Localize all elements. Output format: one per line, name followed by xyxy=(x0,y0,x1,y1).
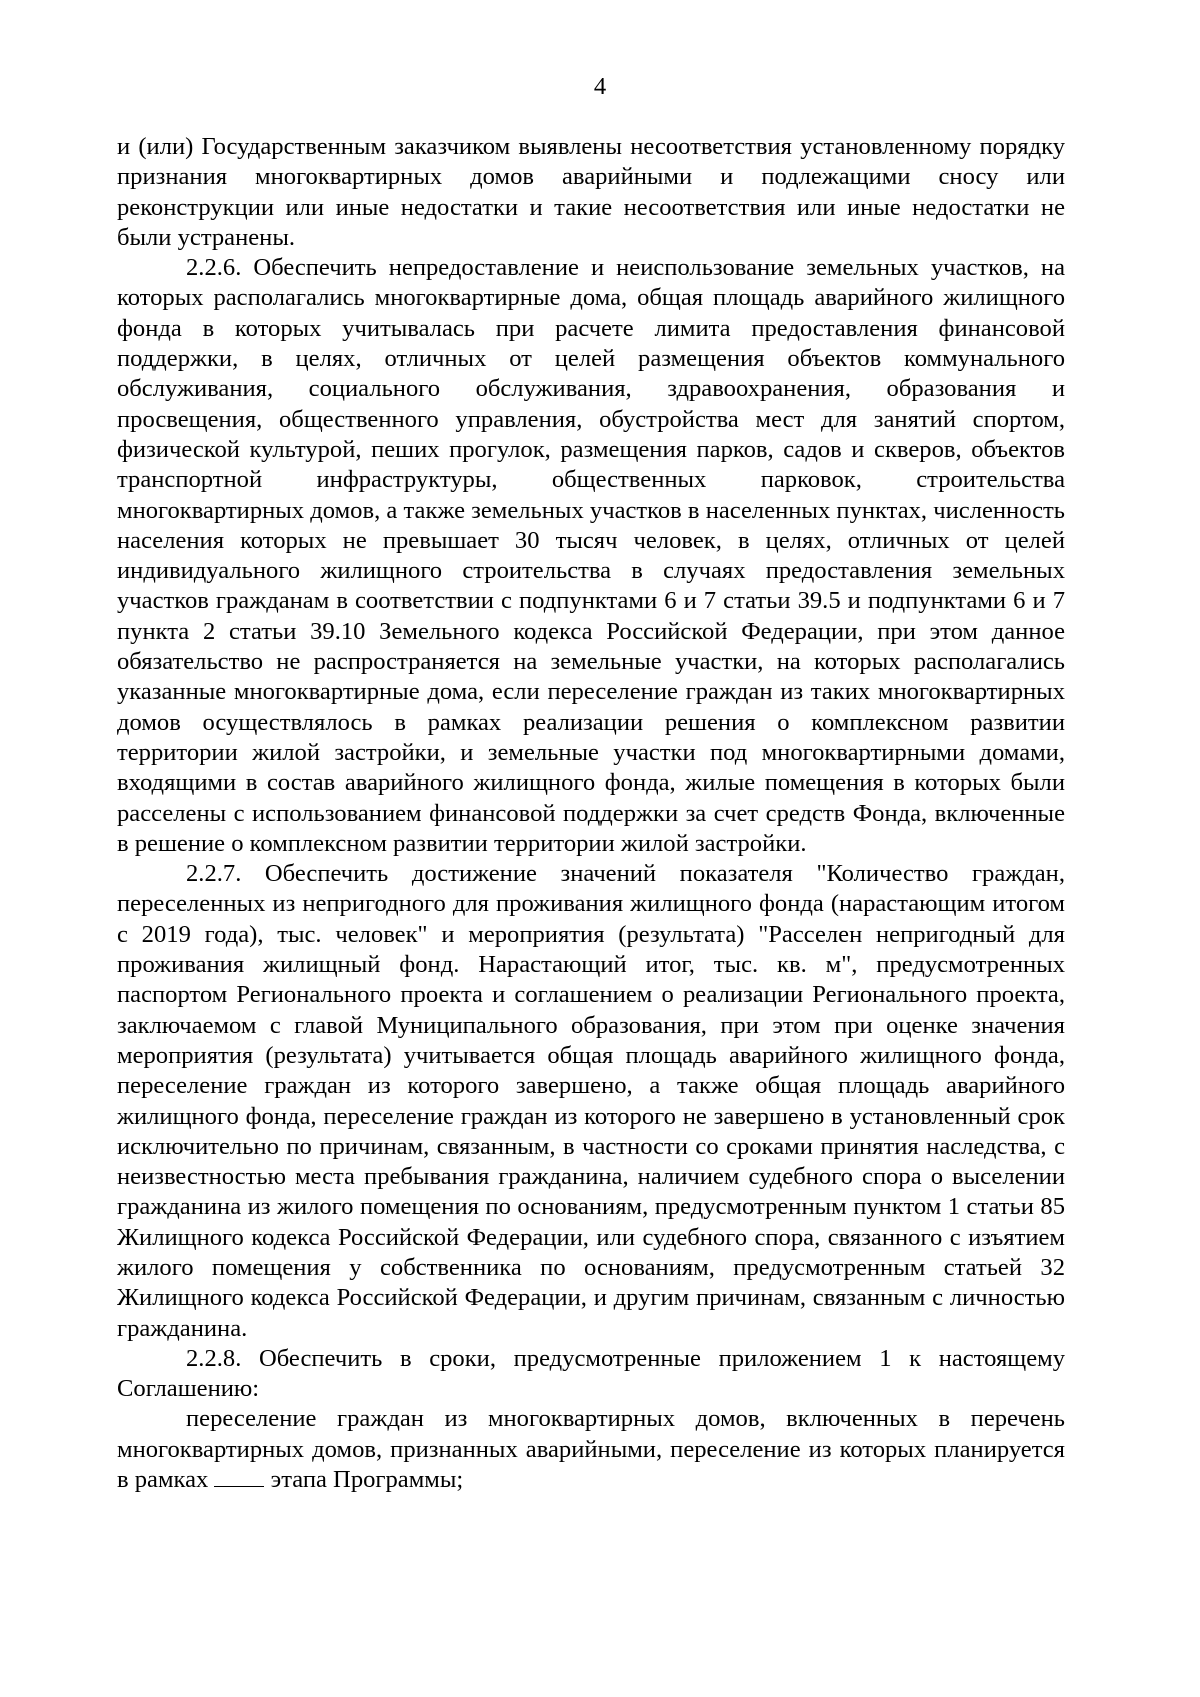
paragraph-resettlement-text: переселение граждан из многоквартирных домов, включенных в перечень многоквартирных домов, признанных аварийными, переселение из которых планируется в рамках xyxy=(117,1405,1065,1494)
paragraph-continuation: и (или) Государственным заказчиком выявлены несоответствия установленному порядку признания многоквартирных домов аварийными и подлежащими сносу или реконструкции или иные недостатки и такие несоответствия или иные недостатки не были устранены. xyxy=(117,133,1065,251)
paragraph-2-2-7: 2.2.7. Обеспечить достижение значений показателя "Количество граждан, переселенных из непригодного для проживания жилищного фонда (нарастающим итогом с 2019 года), тыс. человек" и мероприятия (результата) "Расселен непригодный для проживания жилищный фонд. Нарастающий итог, тыс. кв. м", предусмотренных паспортом Регионального проекта и соглашением о реализации Регионального проекта, заключаемом с главой Муниципального образования, при этом при оценке значения мероприятия (результата) учитывается общая площадь аварийного жилищного фонда, переселение граждан из которого завершено, а также общая площадь аварийного жилищного фонда, переселение граждан из которого не завершено в установленный срок исключительно по причинам, связанным, в частности со сроками принятия наследства, с неизвестностью места пребывания гражданина, наличием судебного спора о выселении гражданина из жилого помещения по основаниям, предусмотренным пунктом 1 статьи 85 Жилищного кодекса Российской Федерации, или судебного спора, связанного с изъятием жилого помещения у собственника по основаниям, предусмотренным статьей 32 Жилищного кодекса Российской Федерации, и другим причинам, связанным с личностью гражданина. xyxy=(117,860,1065,1342)
page-number: 4 xyxy=(593,73,607,100)
paragraph-resettlement xyxy=(117,1404,1065,1495)
document-body xyxy=(117,132,1065,1495)
blank-field xyxy=(214,1485,264,1487)
paragraph-2-2-6: 2.2.6. Обеспечить непредоставление и неиспользование земельных участков, на которых располагались многоквартирные дома, общая площадь аварийного жилищного фонда в которых учитывалась при расчете лимита предоставления финансовой поддержки, в целях, отличных от целей размещения объектов коммунального обслуживания, социального обслуживания, здравоохранения, образования и просвещения, общественного управления, обустройства мест для занятий спортом, физической культурой, пеших прогулок, размещения парков, садов и скверов, объектов транспортной инфраструктуры, общественных парковок, строительства многоквартирных домов, а также земельных участков в населенных пунктах, численность населения которых не превышает 30 тысяч человек, в целях, отличных от целей индивидуального жилищного строительства в случаях предоставления земельных участков гражданам в соответствии с подпунктами 6 и 7 статьи 39.5 и подпунктами 6 и 7 пункта 2 статьи 39.10 Земельного кодекса Российской Федерации, при этом данное обязательство не распространяется на земельные участки, на которых располагались указанные многоквартирные дома, если переселение граждан из таких многоквартирных домов осуществлялось в рамках реализации решения о комплексном развитии территории жилой застройки, и земельные участки под многоквартирными домами, входящими в состав аварийного жилищного фонда, жилые помещения в которых были расселены с использованием финансовой поддержки за счет средств Фонда, включенные в решение о комплексном развитии территории жилой застройки. xyxy=(117,254,1065,857)
paragraph-2-2-8: 2.2.8. Обеспечить в сроки, предусмотренные приложением 1 к настоящему Соглашению: xyxy=(117,1344,1065,1403)
paragraph-resettlement-tail: этапа Программы; xyxy=(270,1466,464,1494)
